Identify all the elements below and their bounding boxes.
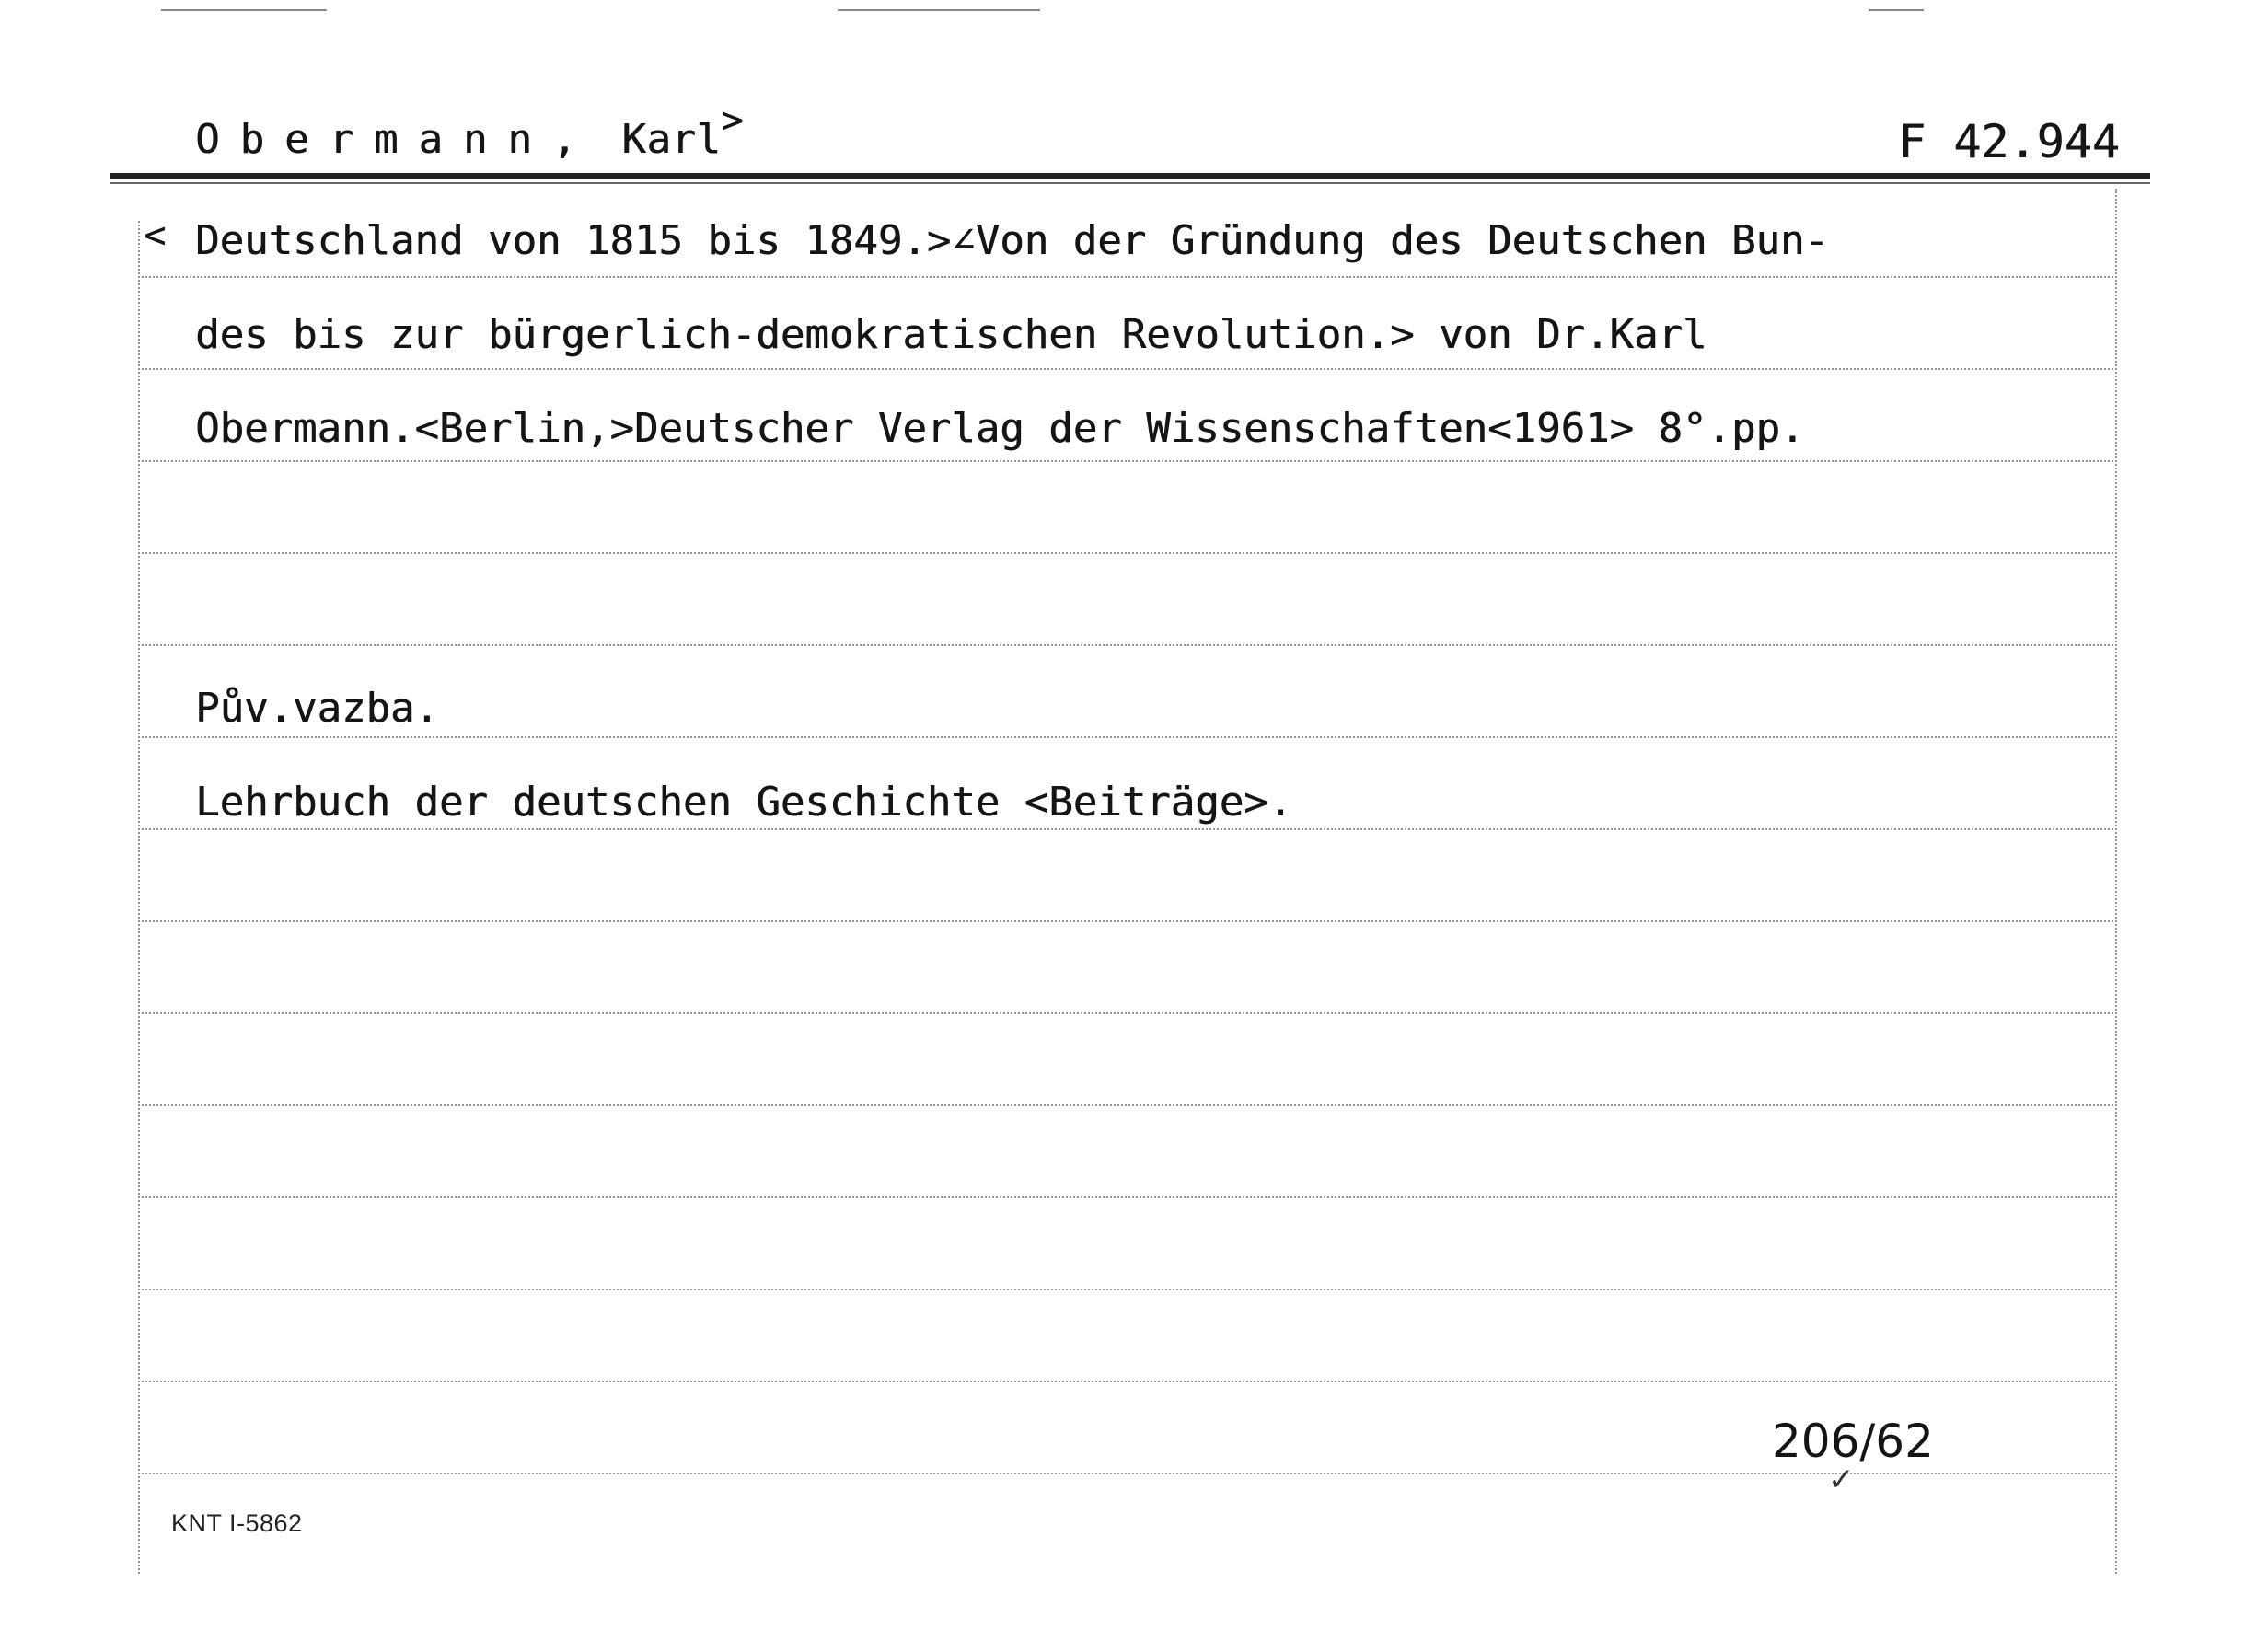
heading-rule [110,173,2150,179]
accession-number: 206/62 [1772,1415,1934,1468]
binding-note: Pův.vazba. [195,685,439,732]
description-line-2: des bis zur bürgerlich-demokratischen Revolution.> von Dr.Karl [195,311,1707,358]
check-mark-icon: ✓ [1828,1462,1855,1498]
ruling-line [138,1012,2117,1014]
author-surname: Obermann, [195,116,597,163]
call-number: F 42.944 [1898,115,2120,168]
author-heading [195,99,744,165]
ruling-line [138,460,2117,462]
card-right-edge [2115,189,2117,1574]
ruling-line [138,920,2117,922]
description-lead-mark: < [144,214,167,257]
description-line-1-text: Deutschland von 1815 bis 1849.>∠Von der Gründung des Deutschen Bun- [195,217,1829,264]
ruling-line [138,1104,2117,1106]
description-line-3: Obermann.<Berlin,>Deutscher Verlag der Wissenschaften<1961> 8°.pp. [195,405,1805,452]
series-note: Lehrbuch der deutschen Geschichte <Beiträge>. [195,779,1293,826]
description-line-1 [144,214,1829,265]
author-forename: Karl [621,116,722,163]
ruling-line [138,1196,2117,1198]
heading-mark: > [721,99,744,142]
ruling-line [138,1473,2117,1474]
form-code: KNT I-5862 [171,1509,303,1537]
ruling-line [138,276,2117,278]
ruling-line [138,1289,2117,1290]
top-edge-mark [161,9,327,11]
top-edge-mark [838,9,1040,11]
ruling-line [138,1381,2117,1382]
ruling-line [138,368,2117,370]
ruling-line [138,552,2117,554]
ruling-line [138,736,2117,738]
card-left-edge [138,221,140,1574]
ruling-line [138,644,2117,646]
ruling-line [138,828,2117,830]
heading-rule-secondary [110,182,2150,184]
top-edge-mark [1869,9,1924,11]
